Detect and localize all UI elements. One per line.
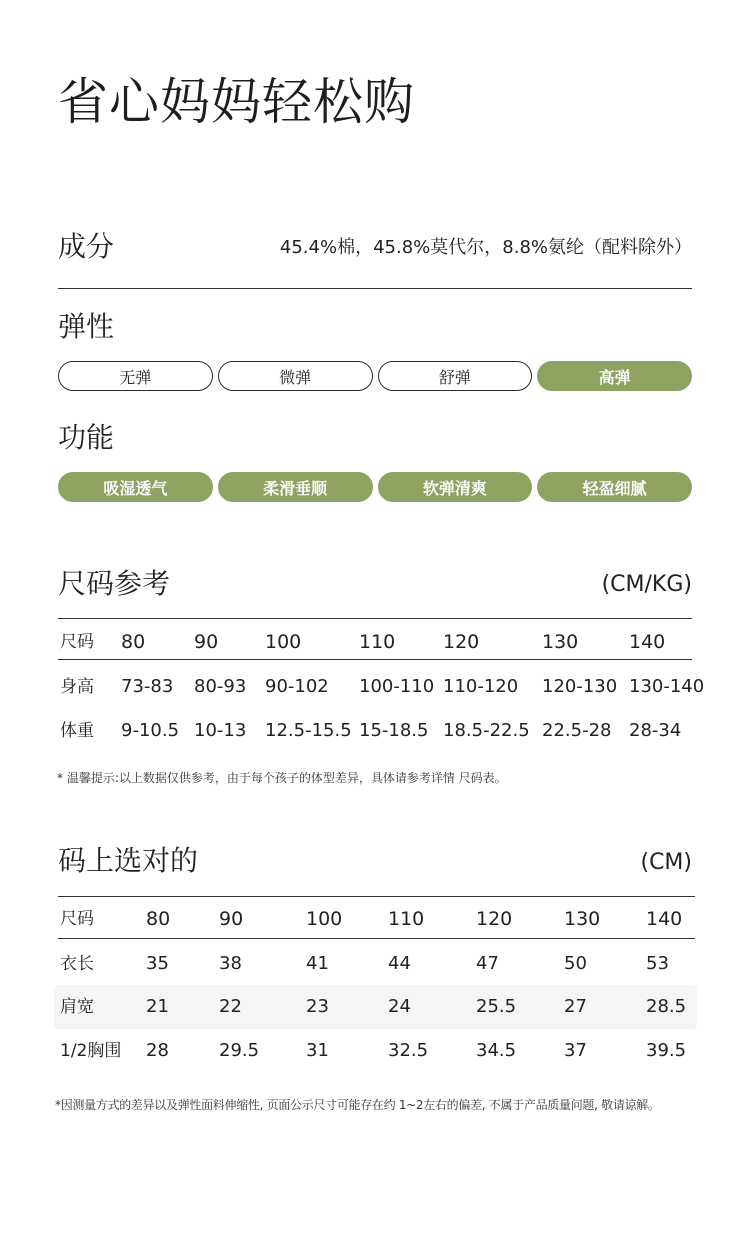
table-header-cell: 120: [476, 908, 513, 930]
table-row: [0, 942, 750, 986]
table-row-label: 肩宽: [60, 997, 94, 1017]
table-cell: 50: [564, 953, 587, 974]
size-reference-header-row: [0, 620, 750, 664]
table-cell: 120-130: [542, 676, 618, 697]
table-cell: 10-13: [194, 720, 247, 741]
size-reference-note: * 温馨提示:以上数据仅供参考，由于每个孩子的体型差异，具体请参考详情 尺码表。: [57, 771, 507, 785]
garment-size-unit: (CM): [640, 850, 692, 875]
elasticity-option-comfort[interactable]: 舒弹: [378, 361, 533, 391]
table-header-cell: 100: [265, 631, 302, 653]
table-header-cell: 尺码: [60, 632, 94, 652]
table-cell: 28.5: [646, 996, 687, 1017]
table-cell: 44: [388, 953, 411, 974]
table-cell: 110-120: [443, 676, 519, 697]
table-header-cell: 100: [306, 908, 343, 930]
table-header-cell: 80: [146, 908, 171, 930]
function-tag: 轻盈细腻: [537, 472, 692, 502]
page-title: 省心妈妈轻松购: [58, 73, 415, 131]
table-row-shaded: [54, 985, 697, 1029]
table-cell: 90-102: [265, 676, 329, 697]
table-cell: 15-18.5: [359, 720, 429, 741]
table-cell: 35: [146, 953, 169, 974]
table-cell: 12.5-15.5: [265, 720, 352, 741]
size-reference-title: 尺码参考: [58, 567, 171, 600]
table-cell: 73-83: [121, 676, 174, 697]
table-cell: 41: [306, 953, 329, 974]
table-cell: 130-140: [629, 676, 705, 697]
table-header-cell: 130: [542, 631, 579, 653]
table-cell: 47: [476, 953, 499, 974]
table-row: [0, 665, 750, 709]
table-cell: 27: [564, 996, 587, 1017]
table-header-cell: 140: [629, 631, 666, 653]
elasticity-option-slight[interactable]: 微弹: [218, 361, 373, 391]
table-header-cell: 130: [564, 908, 601, 930]
table-cell: 39.5: [646, 1040, 687, 1061]
table-row-label: 衣长: [60, 954, 94, 974]
functions-label: 功能: [58, 421, 115, 454]
functions-list: [58, 472, 692, 502]
table-cell: 24: [388, 996, 411, 1017]
table-header-rule: [58, 659, 692, 660]
function-tag: 吸湿透气: [58, 472, 213, 502]
composition-label: 成分: [58, 230, 115, 263]
table-cell: 23: [306, 996, 329, 1017]
table-cell: 80-93: [194, 676, 247, 697]
table-cell: 9-10.5: [121, 720, 180, 741]
composition-value: 45.4%棉，45.8%莫代尔，8.8%氨纶（配料除外）: [279, 237, 692, 258]
elasticity-label: 弹性: [58, 310, 115, 343]
table-cell: 100-110: [359, 676, 435, 697]
table-header-cell: 120: [443, 631, 480, 653]
table-row-label: 身高: [60, 677, 94, 697]
table-cell: 31: [306, 1040, 329, 1061]
table-row: [0, 709, 750, 753]
elasticity-options: [58, 361, 692, 391]
size-reference-unit: (CM/KG): [601, 572, 692, 597]
table-cell: 37: [564, 1040, 587, 1061]
table-header-cell: 140: [646, 908, 683, 930]
table-row-label: 1/2胸围: [60, 1041, 122, 1061]
table-cell: 18.5-22.5: [443, 720, 530, 741]
table-cell: 28: [146, 1040, 169, 1061]
table-header-cell: 90: [194, 631, 219, 653]
table-cell: 21: [146, 996, 169, 1017]
table-header-cell: 110: [359, 631, 396, 653]
elasticity-option-high[interactable]: 高弹: [537, 361, 692, 391]
table-header-cell: 110: [388, 908, 425, 930]
table-cell: 53: [646, 953, 669, 974]
function-tag: 柔滑垂顺: [218, 472, 373, 502]
table-cell: 22.5-28: [542, 720, 612, 741]
table-cell: 29.5: [219, 1040, 260, 1061]
table-cell: 34.5: [476, 1040, 517, 1061]
table-cell: 25.5: [476, 996, 517, 1017]
table-header-cell: 尺码: [60, 909, 94, 929]
garment-size-title: 码上选对的: [58, 844, 199, 877]
table-row-label: 体重: [60, 721, 94, 741]
table-cell: 28-34: [629, 720, 682, 741]
garment-size-note: *因测量方式的差异以及弹性面料伸缩性, 页面公示尺寸可能存在约 1~2左右的偏差, 不属于产品质量问题, 敬请谅解。: [55, 1098, 660, 1112]
table-header-cell: 80: [121, 631, 146, 653]
table-cell: 22: [219, 996, 242, 1017]
table-cell: 38: [219, 953, 242, 974]
table-cell: 32.5: [388, 1040, 429, 1061]
garment-size-header-row: [0, 897, 750, 941]
elasticity-option-none[interactable]: 无弹: [58, 361, 213, 391]
function-tag: 软弹清爽: [378, 472, 533, 502]
divider: [58, 288, 692, 289]
table-header-cell: 90: [219, 908, 244, 930]
table-top-rule: [58, 618, 692, 619]
table-header-rule: [58, 938, 695, 939]
table-row: [0, 1029, 750, 1073]
